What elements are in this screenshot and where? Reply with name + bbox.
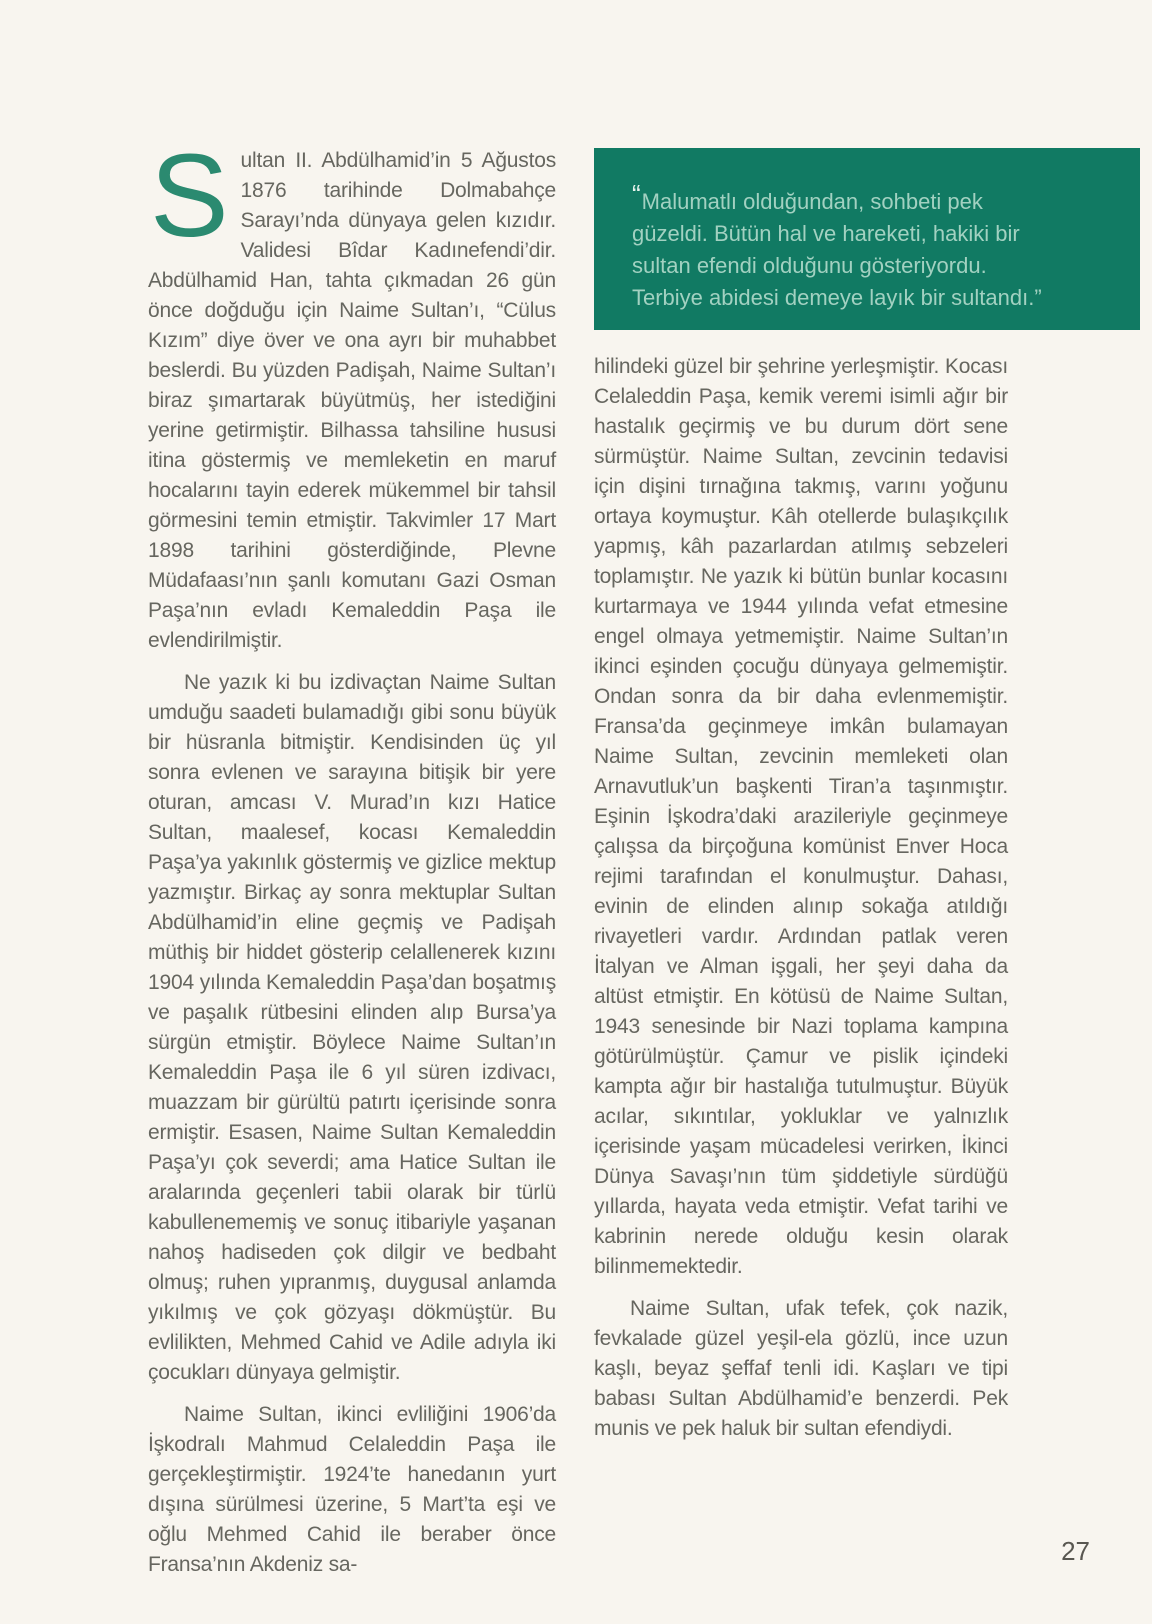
paragraph: Naime Sultan, ufak tefek, çok nazik, fevkalade güzel yeşil-ela gözlü, ince uzun kaşlı, beyaz şeffaf tenli idi. Kaşları ve tipi babası Sultan Abdülhamid’e benzerdi. Pek munis ve pek haluk bir sultan efendiydi.	[594, 1297, 1008, 1440]
pull-quote	[632, 178, 1054, 314]
page-number: 27	[1061, 1536, 1090, 1566]
paragraph: Ne yazık ki bu izdivaçtan Naime Sultan umduğu saadeti bulamadığı gibi sonu büyük bir hüsranla bitmiştir. Kendisinden üç yıl sonra evlenen ve sarayına bitişik bir yere oturan, amcası V. Murad’ın kızı Hatice Sultan, maalesef, kocası Kemaleddin Paşa’ya yakınlık göstermiş ve gizlice mektup yazmıştır. Birkaç ay sonra mektuplar Sultan Abdülhamid’in eline geçmiş ve Padişah müthiş bir hiddet gösterip celallenerek kızını 1904 yılında Kemaleddin Paşa’dan boşatmış ve paşalık rütbesini elinden alıp Bursa’ya sürgün etmiştir. Böylece Naime Sultan’ın Kemaleddin Paşa ile 6 yıl süren izdivacı, muazzam bir gürültü patırtı içerisinde sonra ermiştir. Esasen, Naime Sultan Kemaleddin Paşa’yı çok severdi; ama Hatice Sultan ile aralarında geçenleri tabii olarak bir türlü kabullenememiş ve sonuç itibariyle yaşanan nahoş hadiseden çok dilgir ve bedbaht olmuş; ruhen yıpranmış, duygusal anlamda yıkılmış ve çok gözyaşı dökmüştür. Bu evlilikten, Mehmed Cahid ve Adile adıyla iki çocukları dünyaya gelmiştir.	[148, 671, 556, 1384]
pull-quote-box	[594, 148, 1140, 330]
left-column	[148, 130, 556, 1592]
pull-quote-text: Malumatlı olduğundan, sohbeti pek güzeldi. Bütün hal ve hareketi, hakiki bir sultan efendi olduğunu gösteriyordu. Terbiye abidesi demeye layık bir sultandı.”	[632, 189, 1042, 310]
paragraph: Naime Sultan, ikinci evliliğini 1906’da İşkodralı Mahmud Celaleddin Paşa ile gerçekleştirmiştir. 1924’te hanedanın yurt dışına sürülmesi üzerine, 5 Mart’ta eşi ve oğlu Mehmed Cahid ile beraber önce Fransa’nın Akdeniz sa-	[148, 1403, 556, 1576]
right-column	[594, 352, 1008, 1456]
open-quote-mark: “	[632, 179, 641, 209]
paragraph	[148, 130, 556, 656]
drop-cap: S	[150, 130, 229, 262]
paragraph: hilindeki güzel bir şehrine yerleşmiştir. Kocası Celaleddin Paşa, kemik veremi isimli ağır bir hastalık geçirmiş ve bu durum dört sene sürmüştür. Naime Sultan, zevcinin tedavisi için dişini tırnağına takmış, varını yoğunu ortaya koymuştur. Kâh otellerde bulaşıkçılık yapmış, kâh pazarlardan atılmış sebzeleri toplamıştır. Ne yazık ki bütün bunlar kocasını kurtarmaya ve 1944 yılında vefat etmesine engel olmaya yetmemiştir. Naime Sultan’ın ikinci eşinden çocuğu dünyaya gelmemiştir. Ondan sonra da bir daha evlenmemiştir. Fransa’da geçinmeye imkân bulamayan Naime Sultan, zevcinin memleketi olan Arnavutluk’un başkenti Tiran’a taşınmıştır. Eşinin İşkodra’daki arazileriyle geçinmeye çalışsa da birçoğuna komünist Enver Hoca rejimi tarafından el konulmuştur. Dahası, evinin de elinden alınıp sokağa atıldığı rivayetleri vardır. Ardından patlak veren İtalyan ve Alman işgali, her şeyi daha da altüst etmiştir. En kötüsü de Naime Sultan, 1943 senesinde bir Nazi toplama kampına götürülmüştür. Çamur ve pislik içindeki kampta ağır bir hastalığa tutulmuştur. Büyük acılar, sıkıntılar, yokluklar ve yalnızlık içerisinde yaşam mücadelesi verirken, İkinci Dünya Savaşı’nın tüm şiddetiyle sürdüğü yıllarda, hayata veda etmiştir. Vefat tarihi ve kabrinin nerede olduğu kesin olarak bilinmemektedir.	[594, 355, 1008, 1278]
paragraph-text: ultan II. Abdülhamid’in 5 Ağustos 1876 tarihinde Dolmabahçe Sarayı’nda dünyaya gelen kızıdır. Validesi Bîdar Kadınefendi’dir. Abdülhamid Han, tahta çıkmadan 26 gün önce doğduğu için Naime Sultan’ı, “Cülus Kızım” diye över ve ona ayrı bir muhabbet beslerdi. Bu yüzden Padişah, Naime Sultan’ı biraz şımartarak büyütmüş, her istediğini yerine getirmiştir. Bilhassa tahsiline hususi itina göstermiş ve memleketin en maruf hocalarını tayin ederek mükemmel bir tahsil görmesini temin etmiştir. Takvimler 17 Mart 1898 tarihini gösterdiğinde, Plevne Müdafaası’nın şanlı komutanı Gazi Osman Paşa’nın evladı Kemaleddin Paşa ile evlendirilmiştir.	[148, 149, 556, 652]
